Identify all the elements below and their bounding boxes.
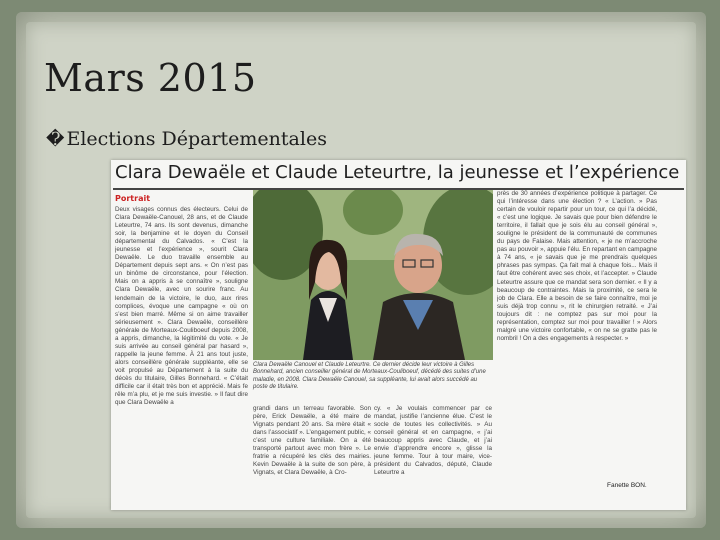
article-column-4: près de 30 années d’expérience politique à partager. Ce qui l’intéresse dans une élection ? « L’action. » Pas certain de vouloir repartir pour un tour, ce qui l’a décidé, « c’est une logique. Je savais que pour bien défendre le territoire, il fallait que je sois élu au conseil général », souligne le président de la communauté de communes du pays de Falaise. Mais attention, « je ne m’accroche pas au pouvoir », appuie l’élu. En repartant en campagne à 74 ans, « je savais que je me prendrais quelques phrases pas sympas. Ça fait mal à chaque fois... Mais il faut être cohérent avec ses choix, et l’accepter. » Claude Leteurtre assure que ce mandat sera son dernier. « Il y a beaucoup de contraintes. Mais la proximité, ce sera le job de Clara. Elle a besoin de se faire connaître, moi je suis déjà trop connu », rit le chirurgien retraité. « J’ai toujours dit : ne comptez pas sur moi pour la représentation, comptez sur moi pour travailler ! » Alors malgré une victoire confortable, « on ne se gratte pas le nombril ! On a des engagements à respecter. » bbox=[497, 190, 657, 342]
article-column-2: grandi dans un terreau favorable. Son père, Erick Dewaële, a été maire de Vignats pendant 20 ans. Sa mère était « dans l’associatif ». L’engagement public, « c’est une culture familiale. On a été transporté partout avec mon frère ». Le fratrie a récupéré les clés des mairies. Kevin Dewaële à la suite de son père, à Vignats, et Clara Dewaële, à Cro- bbox=[253, 405, 371, 477]
article-headline: Clara Dewaële et Claude Leteurtre, la jeunesse et l’expérience bbox=[115, 162, 680, 183]
slide-title: Mars 2015 bbox=[44, 56, 257, 100]
article-column-3: cy. « Je voulais commencer par ce mandat, justifie l’ancienne élue. C’est le socle de toutes les collectivités. » Au conseil général et en campagne, « j’ai beaucoup appris avec Claude, et j’ai envie d’apprendre encore », glisse la jeune femme. Tour à tour maire, vice-président du Calvados, député, Claude Leteurtre a bbox=[374, 405, 492, 477]
photo-illustration bbox=[253, 190, 493, 360]
article-column-1: Deux visages connus des électeurs. Celui de Clara Dewaële-Canouel, 28 ans, et de Claude Leteurtre, 74 ans. Ils sont devenus, dimanche soir, la benjamine et le doyen du Conseil départemental du Calvados. « C’est la jeunesse et l’expérience », sourit Clara Dewaële. Le duo travaille ensemble au Département depuis sept ans. « On n’est pas un binôme de circonstance, pour l’élection. Mais on a appris à se connaître », souligne Clara Dewaële, avec un sourire franc. Au lendemain de la victoire, le duo, aux rires complices, évoque une campagne « où on s’est bien marré. Même si on aime travailler sérieusement ». Clara Dewaële, conseillère générale de Morteaux-Couliboeuf depuis 2008, a appris, dimanche, la légitimité du vote. « Je suis arrivée au conseil général par hasard », rappelle la jeune femme. À 21 ans tout juste, alors conseillère générale suppléante, elle se voit propulsé au Département à la suite du décès du titulaire, Gilles Bonnehard. « C’était difficile car il était très bon et apprécié. Mais fe rêle m’a plu, et je me suis investie. » Il faut dire que Clara Dewaële a bbox=[115, 206, 248, 407]
article-photo bbox=[253, 190, 493, 360]
newspaper-clipping bbox=[111, 160, 686, 510]
author-signature: Fanette BON. bbox=[607, 482, 647, 489]
photo-caption: Clara Dewaële Canouel et Claude Leteurtre. Ce dernier décide leur victoire à Gilles Bonnehard, ancien conseiller général de Morteaux-Couliboeuf, décédé des suites d’une maladie, en 2008. Clara Dewaële Canouel, sa suppléante, lui avait alors succédé au poste de titulaire. bbox=[253, 362, 486, 391]
slide-subtitle bbox=[46, 128, 327, 150]
bullet-icon: � bbox=[46, 129, 65, 150]
subtitle-text: Elections Départementales bbox=[66, 128, 327, 150]
section-tag: Portrait bbox=[115, 194, 151, 203]
